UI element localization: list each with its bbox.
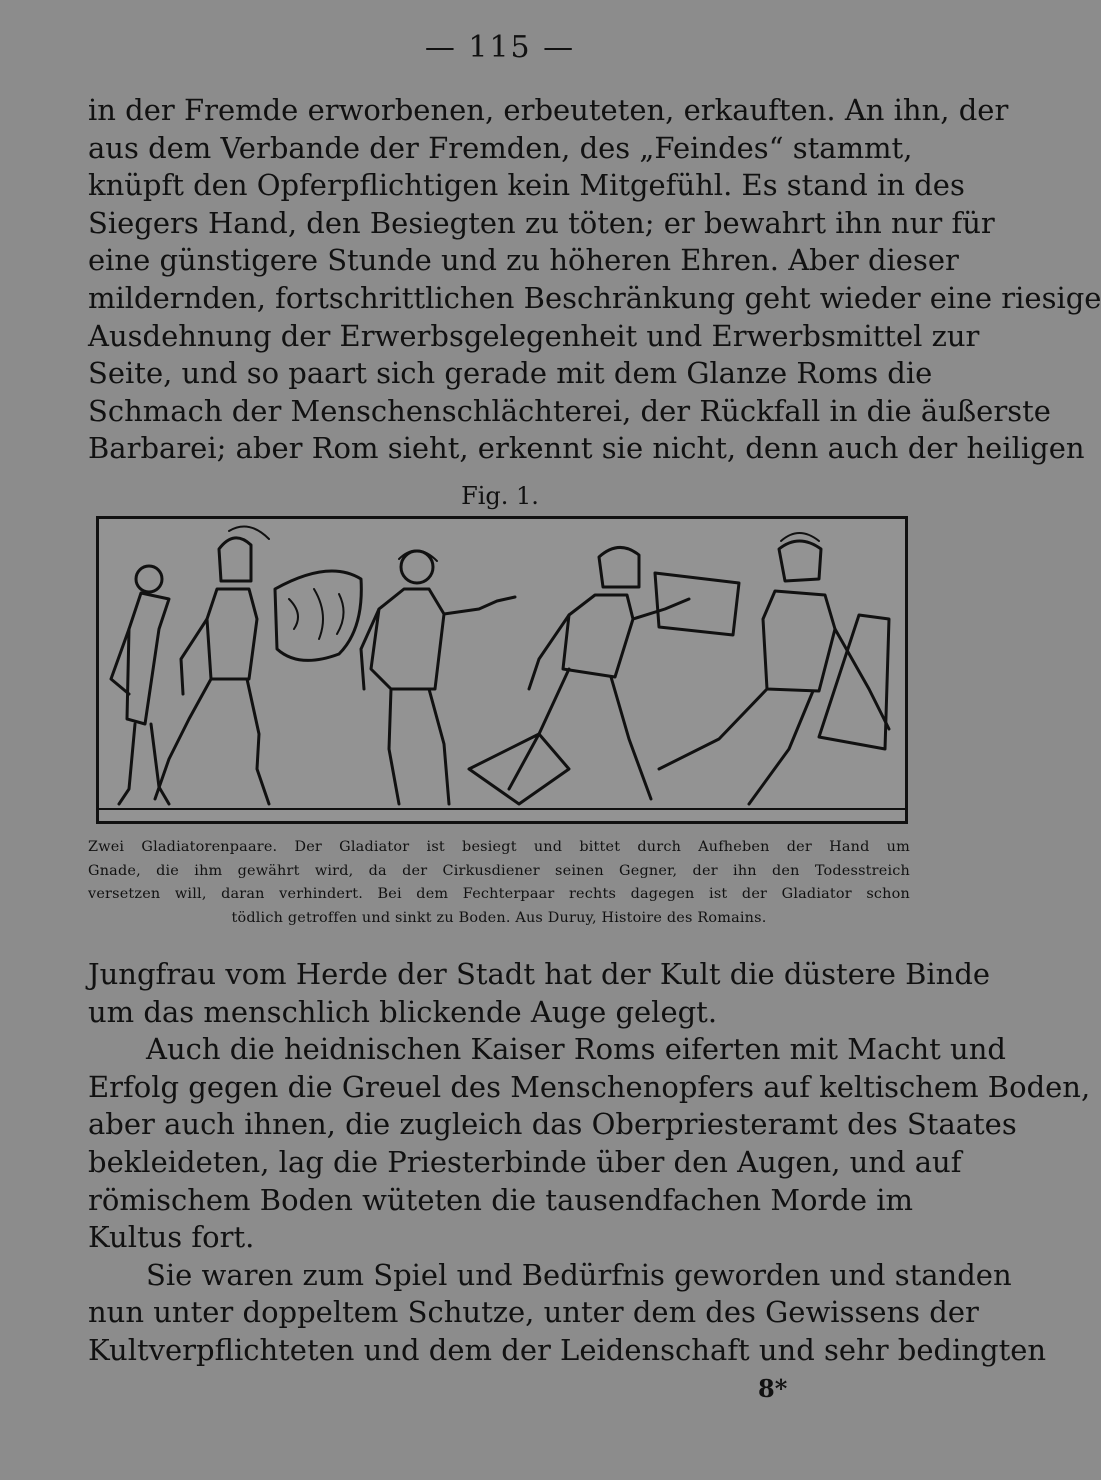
page-number: — 115 — [424, 30, 576, 65]
text-line: Siegers Hand, den Besiegten zu töten; er bewahrt ihn nur für [88, 205, 995, 240]
text-line: Sie waren zum Spiel und Bedürfnis geworden und standen [146, 1257, 1012, 1292]
text-line: Seite, und so paart sich gerade mit dem Glanze Roms die [88, 356, 933, 391]
text-block-top [88, 92, 1101, 468]
text-line: Ausdehnung der Erwerbsgelegenheit und Erwerbsmittel zur [88, 318, 980, 353]
text-line: Kultverpflichteten und dem der Leidenschaft und sehr bedingten [88, 1332, 1047, 1367]
text-line: bekleideten, lag die Priesterbinde über den Augen, und auf [88, 1144, 962, 1179]
text-line: eine günstigere Stunde und zu höheren Ehren. Aber dieser [88, 243, 959, 278]
text-line: aber auch ihnen, die zugleich das Oberpriesteramt des Staates [88, 1107, 1017, 1142]
text-line: Schmach der Menschenschlächterei, der Rückfall in die äußerste [88, 393, 1051, 428]
attendant-figure [111, 566, 169, 804]
text-block-bottom [88, 956, 1091, 1370]
figure-caption [88, 836, 910, 930]
text-line: Barbarei; aber Rom sieht, erkennt sie nicht, denn auch der heiligen [88, 431, 1085, 466]
figure-label: Fig. 1. [461, 482, 539, 510]
text-line: Auch die heidnischen Kaiser Roms eiferten mit Macht und [146, 1032, 1006, 1067]
caption-line: versetzen will, daran verhindert. Bei dem Fechterpaar rechts dagegen ist der Gladiator schon [88, 886, 910, 902]
attacking-gladiator [509, 547, 739, 799]
text-line: nun unter doppeltem Schutze, unter dem des Gewissens der [88, 1295, 979, 1330]
text-line: um das menschlich blickende Auge gelegt. [88, 994, 718, 1029]
text-line: Kultus fort. [88, 1220, 255, 1255]
text-line: aus dem Verbande der Fremden, des „Feindes“ stammt, [88, 130, 913, 165]
text-line: Erfolg gegen die Greuel des Menschenopfers auf keltischem Boden, [88, 1069, 1091, 1104]
gladiator-illustration [96, 516, 908, 824]
caption-line: Zwei Gladiatorenpaare. Der Gladiator ist besiegt und bittet durch Aufheben der Hand um [88, 839, 910, 855]
text-line: knüpft den Opferpflichtigen kein Mitgefühl. Es stand in des [88, 168, 965, 203]
caption-line: Gnade, die ihm gewährt wird, da der Cirkusdiener seinen Gegner, der ihn den Todesstreich [88, 862, 910, 879]
gladiator-engraving-picture [99, 519, 905, 821]
text-line: mildernden, fortschrittlichen Beschränkung geht wieder eine riesige [88, 280, 1101, 315]
text-line: in der Fremde erworbenen, erbeuteten, erkauften. An ihn, der [88, 93, 1009, 127]
text-line: römischem Boden wüteten die tausendfachen Morde im [88, 1182, 914, 1217]
text-line: Jungfrau vom Herde der Stadt hat der Kult die düstere Binde [88, 957, 991, 991]
caption-line: tödlich getroffen und sinkt zu Boden. Aus Duruy, Histoire des Romains. [231, 909, 767, 926]
gladiator-central [361, 550, 515, 804]
signature-mark: 8* [758, 1374, 788, 1403]
gladiator-with-shield [155, 527, 361, 805]
dying-gladiator [659, 533, 889, 804]
